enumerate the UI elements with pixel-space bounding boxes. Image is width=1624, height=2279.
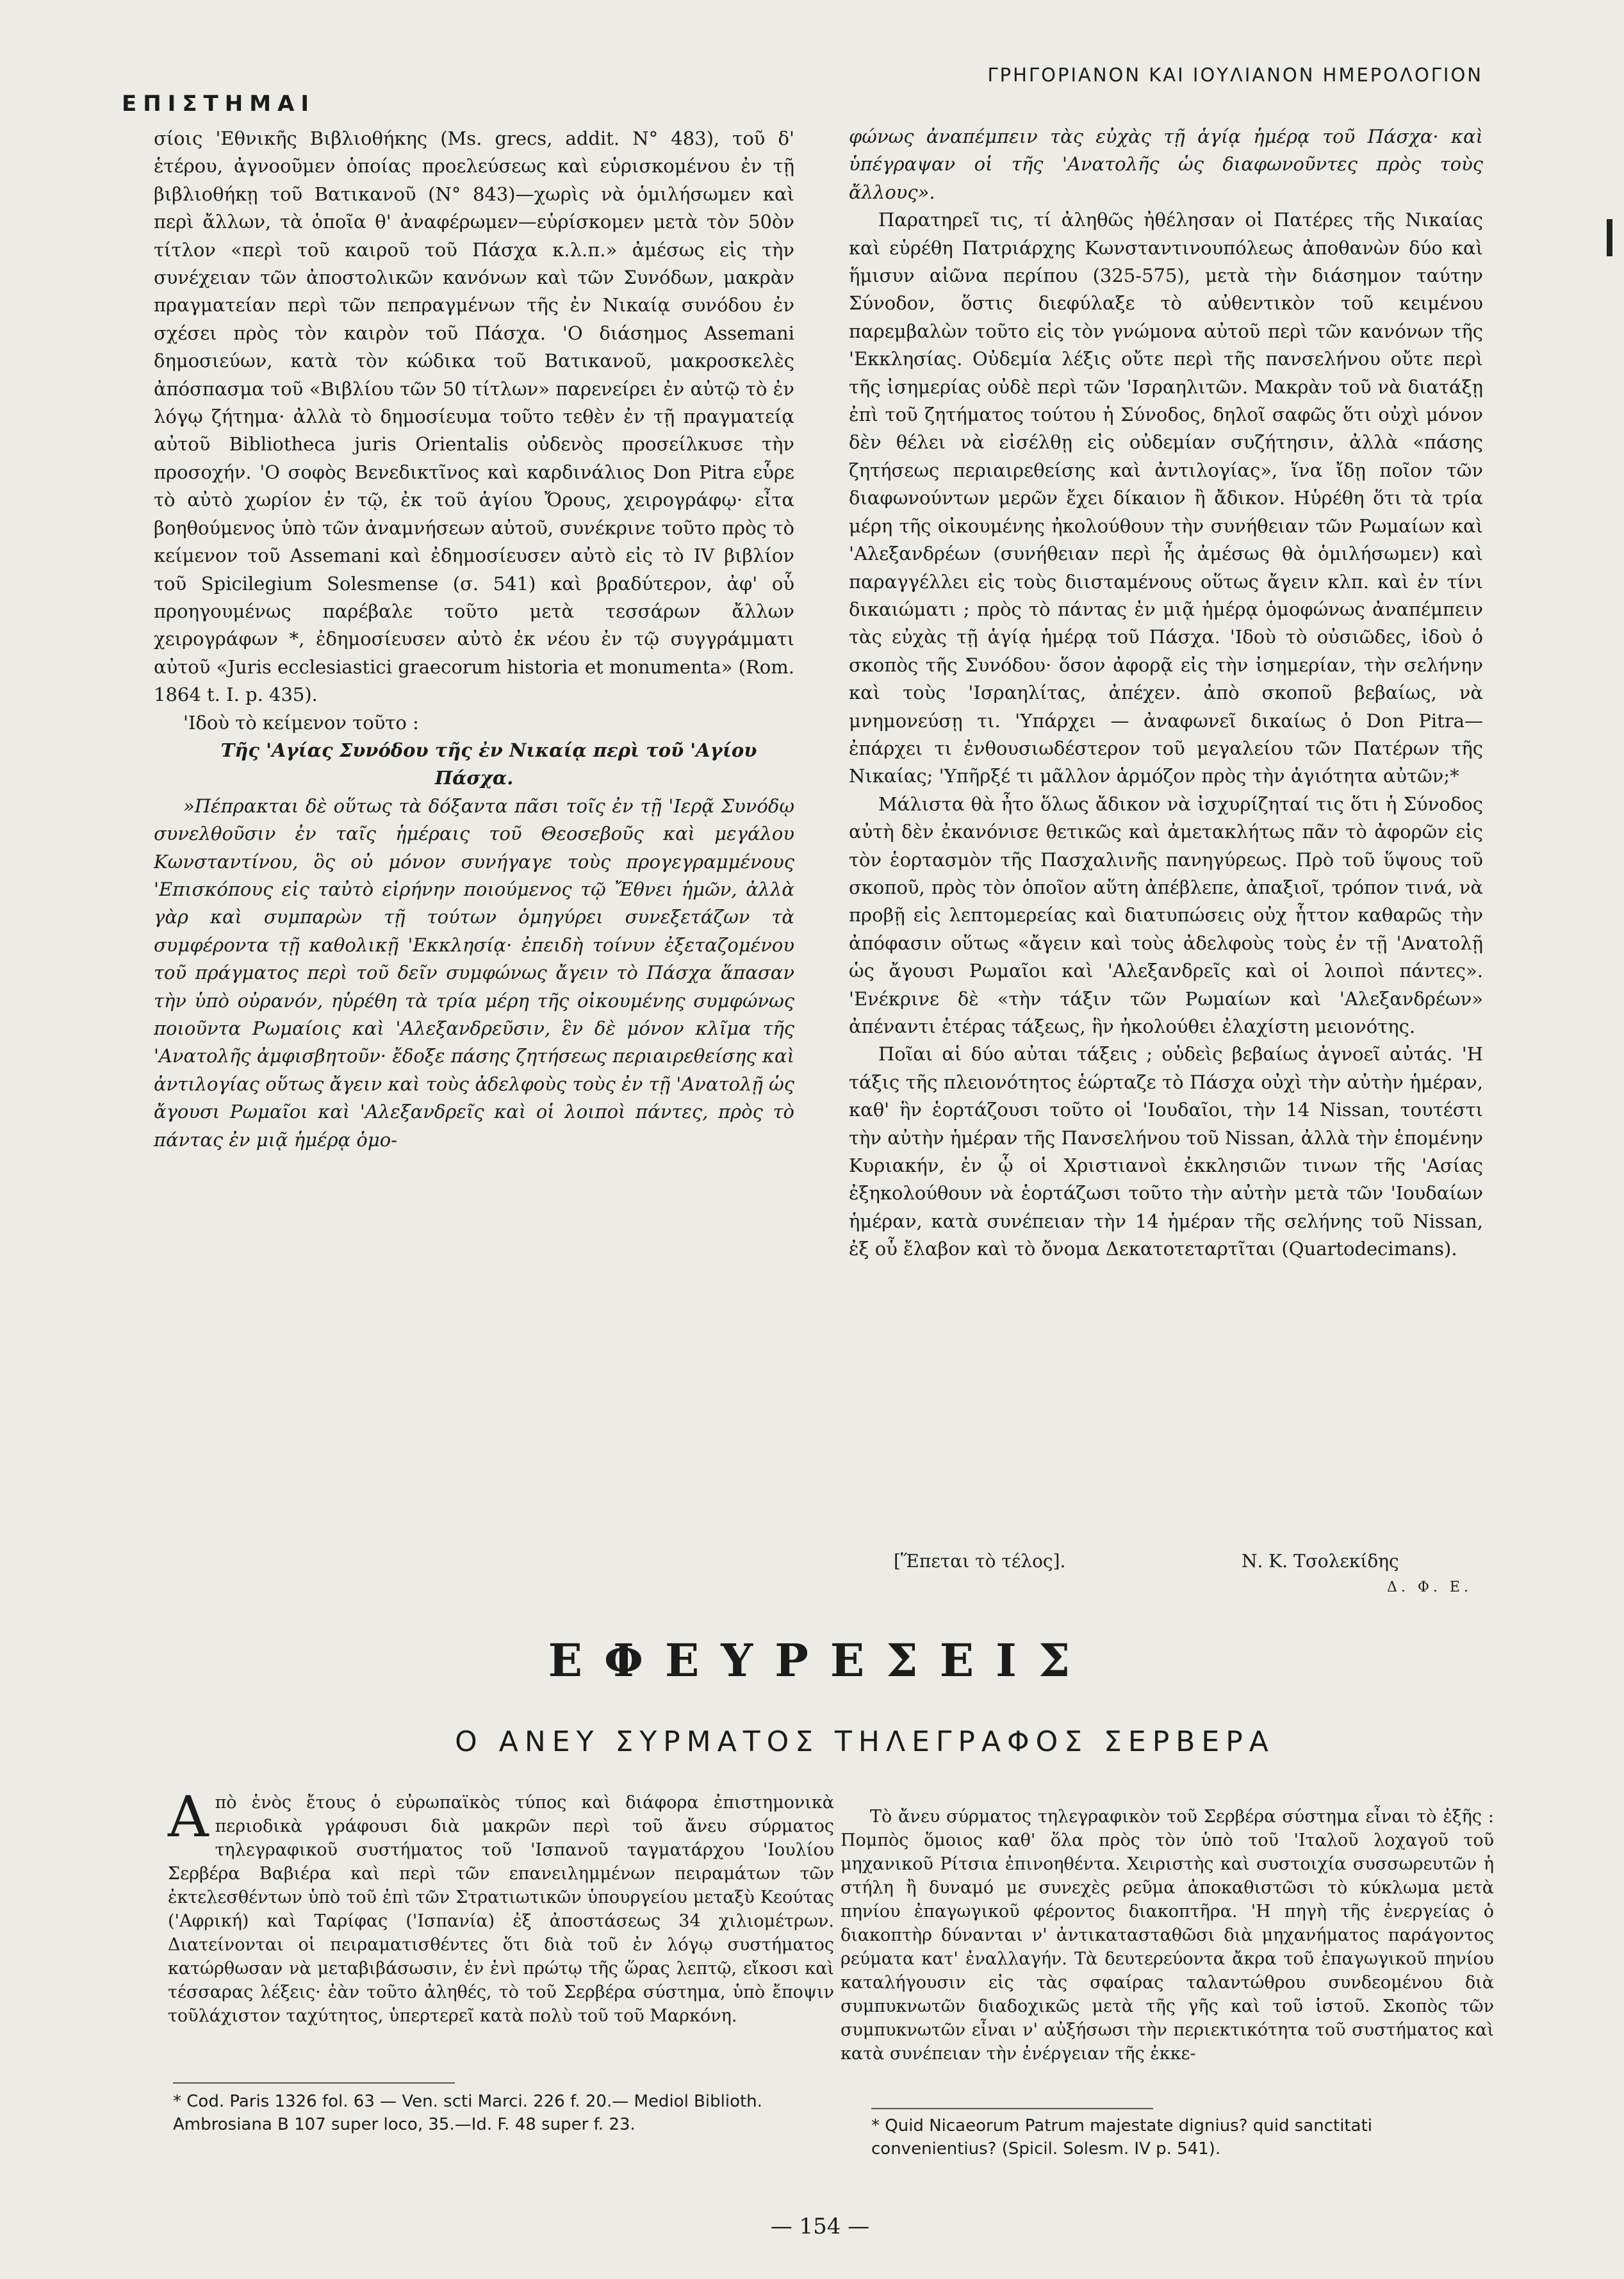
article-left-column	[168, 1784, 834, 2028]
edge-mark	[1607, 219, 1612, 256]
page-number: — 154 —	[770, 2214, 870, 2239]
article-right-column	[841, 1805, 1494, 2066]
footnote-left: * Cod. Paris 1326 fol. 63 — Ven. scti Marci. 226 f. 20.— Mediol Biblioth. Ambrosiana B 107 super loco, 35.—Id. F. 48 super f. 23.	[173, 2092, 762, 2134]
paragraph: Μάλιστα θὰ ἦτο ὅλως ἄδικον νὰ ἰσχυρίζηταί τις ὅτι ἡ Σύνοδος αὐτὴ δὲν ἐκανόνισε θετικῶς καὶ ἀμετακλήτως πᾶν τὸ ἀφορῶν εἰς τὸν ἑορτασμὸν τῆς Πασχαλινῆς πανηγύρεως. Πρὸ τοῦ ὕψους τοῦ σκοποῦ, πρὸς τὸν ὁποῖον αὕτη ἀπέβλεπε, ἀπαξιοῖ, τρόπον τινά, νὰ προβῇ εἰς λεπτομερείας καὶ διατυπώσεις οὐχ ἧττον καθαρῶς τὴν ἀπόφασιν οὕτως «ἄγειν καὶ τοὺς ἀδελφοὺς τοὺς ἐν τῇ 'Ανατολῇ ὡς ἄγουσι Ρωμαῖοι καὶ 'Αλεξανδρεῖς καὶ οἱ λοιποὶ πάντες». 'Ενέκρινε δὲ «τὴν τάξιν τῶν Ρωμαίων καὶ 'Αλεξανδρέων» ἀπέναντι ἑτέρας τάξεως, ἣν ἠκολούθει ἐλαχίστη μειονότης.	[849, 793, 1483, 1037]
left-column	[154, 125, 794, 1154]
section-heading: Τῆς 'Αγίας Συνόδου τῆς ἐν Νικαίᾳ περὶ τοῦ 'Αγίου Πάσχα.	[220, 739, 757, 789]
author-signature: Ν. Κ. Τσολεκίδης	[1242, 1551, 1399, 1572]
running-header-left: ΕΠΙΣΤΗΜΑΙ	[122, 91, 316, 117]
continuation-note: [Ἕπεται τὸ τέλος].	[894, 1551, 1066, 1572]
paragraph: φώνως ἀναπέμπειν τὰς εὐχὰς τῇ ἁγίᾳ ἡμέρᾳ τοῦ Πάσχα· καὶ ὑπέγραψαν οἱ τῆς 'Ανατολῆς ὡς διαφωνοῦντες πρὸς τοὺς ἄλλους».	[849, 126, 1483, 203]
article-title: Ο ΑΝΕΥ ΣΥΡΜΑΤΟΣ ΤΗΛΕΓΡΑΦΟΣ ΣΕΡΒΕΡΑ	[455, 1725, 1275, 1758]
paragraph: Τὸ ἄνευ σύρματος τηλεγραφικὸν τοῦ Σερβέρα σύστημα εἶναι τὸ ἑξῆς : Πομπὸς ὅμοιος καθ' ὅλα πρὸς τὸν ὑπὸ τοῦ 'Ιταλοῦ λοχαγοῦ τοῦ μηχανικοῦ Ρίτσια ἐπινοηθέντα. Χειριστὴς καὶ συστοιχία συσσωρευτῶν ἡ στήλη ἢ δυναμό με συνεχὲς ρεῦμα ἀποκαθιστῶσι τὸ κύκλωμα μετὰ πηνίου ἐπαγωγικοῦ φέροντος διακοπτῆρα. 'Η πηγὴ τῆς ἐνεργείας ὁ διακοπτὴρ δύνανται ν' ἀντικατασταθῶσι διὰ μηχανήματος παράγοντος ρεύματα κατ' ἐναλλαγήν. Τὰ δευτερεύοντα ἄκρα τοῦ ἐπαγωγικοῦ πηνίου καταλήγουσιν εἰς τὰς σφαίρας ταλαντώθρου συνδεομένου διὰ συμπυκνωτῶν διαδοχικῶς μετὰ τῆς γῆς καὶ τοῦ ἱστοῦ. Σκοπὸς τῶν συμπυκνωτῶν εἶναι ν' αὐξήσωσι τὴν περιεκτικότητα τοῦ συστήματος καὶ κατὰ συνέπειαν τὴν ἐνέργειαν τῆς ἐκκε-	[841, 1807, 1494, 2064]
footnote-rule	[173, 2082, 455, 2084]
section-title: ΕΦΕΥΡΕΣΕΙΣ	[548, 1634, 1092, 1687]
running-header-right: ΓΡΗΓΟΡΙΑΝΟΝ ΚΑΙ ΙΟΥΛΙΑΝΟΝ ΗΜΕΡΟΛΟΓΙΟΝ	[987, 64, 1483, 86]
paragraph: πὸ ἑνὸς ἔτους ὁ εὐρωπαϊκὸς τύπος καὶ διάφορα ἐπιστημονικὰ περιοδικὰ γράφουσι διὰ μακρῶν περὶ τοῦ ἄνευ σύρματος τηλεγραφικοῦ συστήματος τοῦ 'Ισπανοῦ ταγματάρχου 'Ιουλίου Σερβέρα Βαβιέρα καὶ περὶ τῶν επανειλημμένων πειραμάτων τῶν ἐκτελεσθέντων ὑπὸ τοῦ ἐπὶ τῶν Στρατιωτικῶν ὑπουργείου μεταξὺ Κεούτας ('Αφρική) καὶ Ταρίφας ('Ισπανία) ἐξ ἀποστάσεως 34 χιλιομέτρων. Διατείνονται οἱ πειραματισθέντες ὅτι διὰ τοῦ ἐν λόγῳ συστήματος κατώρθωσαν νὰ μεταβιβάσωσιν, ἐν ἑνὶ πρώτῳ τῆς ὥρας λεπτῷ, εἴκοσι καὶ τέσσαρας λέξεις· ἐὰν τοῦτο ἀληθές, τὸ τοῦ Σερβέρα σύστημα, ὑπὸ ἔποψιν τοῦλάχιστον ταχύτητος, ὑπερτερεῖ κατὰ πολὺ τοῦ τοῦ Μαρκόνη.	[168, 1793, 834, 2026]
drop-cap: Α	[168, 1784, 209, 1850]
paragraph: Παρατηρεῖ τις, τί ἀληθῶς ἠθέλησαν οἱ Πατέρες τῆς Νικαίας καὶ εὑρέθη Πατριάρχης Κωνσταντινουπόλεως ἀποθανὼν δύο καὶ ἥμισυν αἰῶνα περίπου (325-575), μετὰ τὴν διάσημον ταύτην Σύνοδον, ὅστις διεφύλαξε τὸ αὐθεντικὸν τοῦ κειμένου παρεμβαλὼν τοῦτο εἰς τὸν γνώμονα αὐτοῦ περὶ τῶν κανόνων τῆς 'Εκκλησίας. Οὐδεμία λέξις οὔτε περὶ τῆς πανσελήνου οὔτε περὶ τῆς ἰσημερίας οὐδὲ περὶ τῶν 'Ισραηλιτῶν. Μακρὰν τοῦ νὰ διατάξῃ ἐπὶ τοῦ ζητήματος τούτου ἡ Σύνοδος, δηλοῖ σαφῶς ὅτι οὐχὶ μόνον δὲν θέλει νὰ εἰσέλθῃ εἰς οὐδεμίαν συζήτησιν, ἀλλὰ «πάσης ζητήσεως περιαιρεθείσης καὶ ἀντιλογίας», ἵνα ἴδῃ ποῖον τῶν διαφωνούντων μερῶν ἔχει δίκαιον ἢ ἄδικον. Ηὑρέθη ὅτι τὰ τρία μέρη τῆς οἰκουμένης ἠκολούθουν τὴν συνήθειαν τῶν Ρωμαίων καὶ 'Αλεξανδρέων (συνήθειαν περὶ ἧς ἀμέσως θὰ ὁμιλήσωμεν) καὶ παραγγέλλει εἰς τοὺς διισταμένους οὕτως ἄγειν κλπ. καὶ ἐν τίνι δικαιώματι ; πρὸς τὸ πάντας ἐν μιᾷ ἡμέρᾳ ὁμοφώνως ἀναπέμπειν τὰς εὐχὰς τῇ ἁγίᾳ ἡμέρᾳ τοῦ Πάσχα. 'Ιδοὺ τὸ οὐσιῶδες, ἰδοὺ ὁ σκοπὸς τῆς Συνόδου· ὅσον ἀφορᾷ εἰς τὴν ἰσημερίαν, τὴν σελήνην καὶ τοὺς 'Ισραηλίτας, ἀπέχεν. ἀπὸ σκοποῦ βεβαίως, νὰ μνημονεύσῃ τι. 'Υπάρχει — ἀναφωνεῖ δικαίως ὁ Don Pitra—ἐπάρχει τι ἐνθουσιωδέστερον τοῦ μεγαλείου τῶν Πατέρων τῆς Νικαίας; 'Υπῆρξέ τι μᾶλλον ἁρμόζον πρὸς τὴν ἁγιότητα αὐτῶν;*	[849, 209, 1483, 787]
paragraph: Ποῖαι αἱ δύο αὐται τάξεις ; οὐδεὶς βεβαίως ἀγνοεῖ αὐτάς. 'Η τάξις τῆς πλειονότητος ἑώρταζε τὸ Πάσχα οὐχὶ τὴν αὐτὴν ἡμέραν, καθ' ἣν ἑορτάζουσι τοῦτο οἱ 'Ιουδαῖοι, τὴν 14 Nissan, τουτέστι τὴν αὐτὴν ἡμέραν τῆς Πανσελήνου τοῦ Nissan, ἀλλὰ τὴν ἑπομένην Κυριακήν, ἐν ᾧ οἱ Χριστιανοὶ ἐκκλησιῶν τινων τῆς 'Ασίας ἐξηκολούθουν νὰ ἑορτάζωσι τοῦτο τὴν αὐτὴν μετὰ τῶν 'Ιουδαίων ἡμέραν, κατὰ συνέπειαν τὴν 14 ἡμέραν τῆς σελήνης τοῦ Nissan, ἐξ οὗ ἔλαβον καὶ τὸ ὄνομα Δεκατοτεταρτῖται (Quartodecimans).	[849, 1043, 1483, 1260]
footnote-rule	[871, 2108, 1153, 2109]
author-initials: Δ. Φ. Ε.	[1387, 1579, 1472, 1595]
quoted-decree: »Πέπρακται δὲ οὕτως τὰ δόξαντα πᾶσι τοῖς ἐν τῇ 'Ιερᾷ Συνόδῳ συνελθοῦσιν ἐν ταῖς ἡμέραις τοῦ Θεοσεβοῦς καὶ μεγάλου Κωνσταντίνου, ὃς οὐ μόνον συνήγαγε τοὺς προγεγραμμένους 'Επισκόπους εἰς ταὐτὸ εἰρήνην ποιούμενος τῷ Ἔθνει ἡμῶν, ἀλλὰ γὰρ καὶ συμπαρὼν τῇ τούτων ὁμηγύρει συνεξετάζων τὰ συμφέροντα τῇ καθολικῇ 'Εκκλησίᾳ· ἐπειδὴ τοίνυν ἐξεταζομένου τοῦ πράγματος περὶ τοῦ δεῖν συμφώνως ἄγειν τὸ Πάσχα ἅπασαν τὴν ὑπὸ οὐρανόν, ηὑρέθη τὰ τρία μέρη τῆς οἰκουμένης συμφώνως ποιοῦντα Ρωμαίοις καὶ 'Αλεξανδρεῦσιν, ἓν δὲ μόνον κλῖμα τῆς 'Ανατολῆς ἀμφισβητοῦν· ἔδοξε πάσης ζητήσεως περιαιρεθείσης καὶ ἀντιλογίας οὕτως ἄγειν καὶ τοὺς ἀδελφοὺς τοὺς ἐν τῇ 'Ανατολῇ ὡς ἄγουσι Ρωμαῖοι καὶ 'Αλεξανδρεῖς καὶ οἱ λοιποὶ πάντες, πρὸς τὸ πάντας ἐν μιᾷ ἡμέρᾳ ὁμο-	[154, 794, 794, 1151]
right-column	[849, 123, 1483, 1263]
paragraph: σίοις 'Εθνικῆς Βιβλιοθήκης (Ms. grecs, addit. N° 483), τοῦ δ' ἑτέρου, ἀγνοοῦμεν ὁποίας προελεύσεως καὶ εὑρισκομένου ἐν τῇ βιβλιοθήκῃ τοῦ Βατικανοῦ (N° 843)—χωρὶς νὰ ὁμιλήσωμεν καὶ περὶ ἄλλων, τὰ ὁποῖα θ' ἀναφέρωμεν—εὑρίσκομεν μετὰ τὸν 50ὸν τίτλον «περὶ τοῦ καιροῦ τοῦ Πάσχα κ.λ.π.» ἀμέσως εἰς τὴν συνέχειαν τῶν ἀποστολικῶν κανόνων καὶ τῶν Συνόδων, μακρὰν πραγματείαν περὶ τῶν πεπραγμένων τῆς ἐν Νικαίᾳ συνόδου ἐν σχέσει πρὸς τὸν καιρὸν τοῦ Πάσχα. 'Ο διάσημος Assemani δημοσιεύων, κατὰ τὸν κώδικα τοῦ Βατικανοῦ, μακροσκελὲς ἀπόσπασμα τοῦ «Βιβλίου τῶν 50 τίτλων» παρενείρει ἐν αὐτῷ τὸ ἐν λόγῳ ζήτημα· ἀλλὰ τὸ δημοσίευμα τοῦτο τεθὲν ἐν τῇ πραγματείᾳ αὐτοῦ Bibliotheca juris Orientalis οὐδενὸς προσείλκυσε τὴν προσοχήν. 'Ο σοφὸς Βενεδικτῖνος καὶ καρδινάλιος Don Pitra εὗρε τὸ αὐτὸ χωρίον ἐν τῷ, ἐκ τοῦ ἁγίου Ὄρους, χειρογράφῳ· εἶτα βοηθούμενος ὑπὸ τῶν ἀναμνήσεων αὐτοῦ, συνέκρινε τοῦτο πρὸς τὸ κείμενον τοῦ Assemani καὶ ἐδημοσίευσεν αὐτὸ εἰς τὸ IV βιβλίον τοῦ Spicilegium Solesmense (σ. 541) καὶ βραδύτερον, ἀφ' οὗ προηγουμένως παρέβαλε τοῦτο μετὰ τεσσάρων ἄλλων χειρογράφων *, ἐδημοσίευσεν αὐτὸ ἐκ νέου ἐν τῷ συγγράμματι αὐτοῦ «Juris ecclesiastici graecorum historia et monumenta» (Rom. 1864 t. I. p. 435).	[154, 128, 794, 706]
footnote-right: * Quid Nicaeorum Patrum majestate dignius? quid sanctitati convenientius? (Spicil. Solesm. IV p. 541).	[871, 2116, 1372, 2159]
paragraph: 'Ιδοὺ τὸ κείμενον τοῦτο :	[183, 711, 419, 734]
